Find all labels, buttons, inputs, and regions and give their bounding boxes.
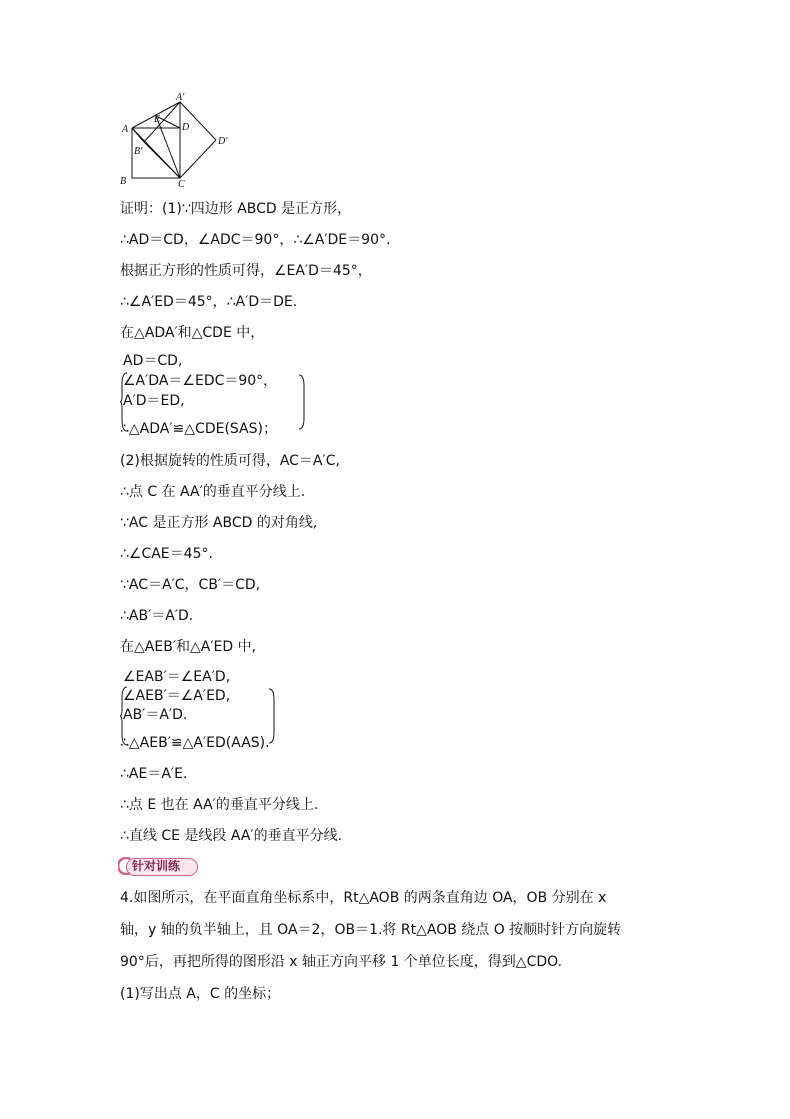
- problem-line: 轴，y 轴的负半轴上，且 OA＝2，OB＝1.将 Rt△AOB 绕点 O 按顺时针方向旋转: [120, 922, 622, 938]
- problem-4: [120, 882, 660, 1010]
- proof-line: ∴点 E 也在 AA′的垂直平分线上.: [120, 797, 319, 813]
- label-d: D: [182, 122, 190, 133]
- problem-line: (1)写出点 A，C 的坐标；: [120, 986, 281, 1002]
- proof-line: ∴∠CAE＝45°.: [120, 546, 213, 562]
- label-a: A: [122, 124, 129, 135]
- proof-line: 根据正方形的性质可得，∠EA′D＝45°，: [120, 263, 372, 279]
- proof-line: ∴直线 CE 是线段 AA′的垂直平分线.: [120, 828, 343, 844]
- square-rotation-diagram: [114, 92, 234, 188]
- proof-line: (2)根据旋转的性质可得，AC＝A′C,: [120, 453, 340, 469]
- badge-label: 针对训练: [132, 859, 181, 873]
- label-c: C: [178, 179, 185, 188]
- segment-a-prime-d-prime: [180, 102, 216, 140]
- right-brace: [298, 374, 306, 430]
- system-row: AB′＝A′D.: [123, 707, 188, 723]
- geometry-figure: [114, 92, 234, 188]
- proof-line: ∴△AEB′≌△A′ED(AAS).: [120, 735, 270, 751]
- section-badge: [118, 857, 198, 875]
- proof-line: ∴AB′＝A′D.: [120, 608, 194, 624]
- problem-line: 90°后，再把所得的图形沿 x 轴正方向平移 1 个单位长度，得到△CDO.: [120, 954, 563, 970]
- proof-line: 在△ADA′和△CDE 中，: [120, 325, 265, 341]
- label-a-prime: A′: [176, 92, 185, 103]
- proof-line: ∵AC 是正方形 ABCD 的对角线,: [120, 515, 318, 531]
- problem-line: 4.如图所示，在平面直角坐标系中，Rt△AOB 的两条直角边 OA，OB 分别在 x: [120, 890, 607, 906]
- label-b: B: [120, 176, 127, 187]
- proof-line: ∴AD＝CD，∠ADC＝90°，∴∠A′DE＝90°.: [120, 232, 391, 248]
- proof-line: 在△AEB′和△A′ED 中,: [120, 639, 257, 655]
- proof-line: ∴点 C 在 AA′的垂直平分线上.: [120, 484, 306, 500]
- system-row: AD＝CD,: [123, 353, 183, 369]
- proof-line: ∴∠A′ED＝45°，∴A′D＝DE.: [120, 294, 298, 310]
- proof-line: ∴AE＝A′E.: [120, 766, 188, 782]
- segment-d-prime-c: [180, 140, 216, 178]
- system-row: ∠A′DA＝∠EDC＝90°，: [123, 373, 278, 389]
- proof-line: 证明：(1)∵四边形 ABCD 是正方形，: [120, 201, 352, 217]
- segment-ab-prime: [132, 128, 144, 142]
- label-b-prime: B′: [134, 146, 143, 157]
- segment-b-prime-c: [144, 142, 180, 178]
- label-d-prime: D′: [218, 136, 228, 147]
- system-row: ∠AEB′＝∠A′ED,: [123, 688, 231, 704]
- proof-line: ∵AC＝A′C，CB′＝CD,: [120, 577, 261, 593]
- system-row: ∠EAB′＝∠EA′D,: [123, 669, 231, 685]
- proof-line: ∴△ADA′≌△CDE(SAS)；: [120, 421, 277, 437]
- segment-b-prime-a-prime: [144, 102, 180, 142]
- label-e: E: [154, 114, 161, 125]
- system-row: A′D＝ED,: [123, 393, 185, 409]
